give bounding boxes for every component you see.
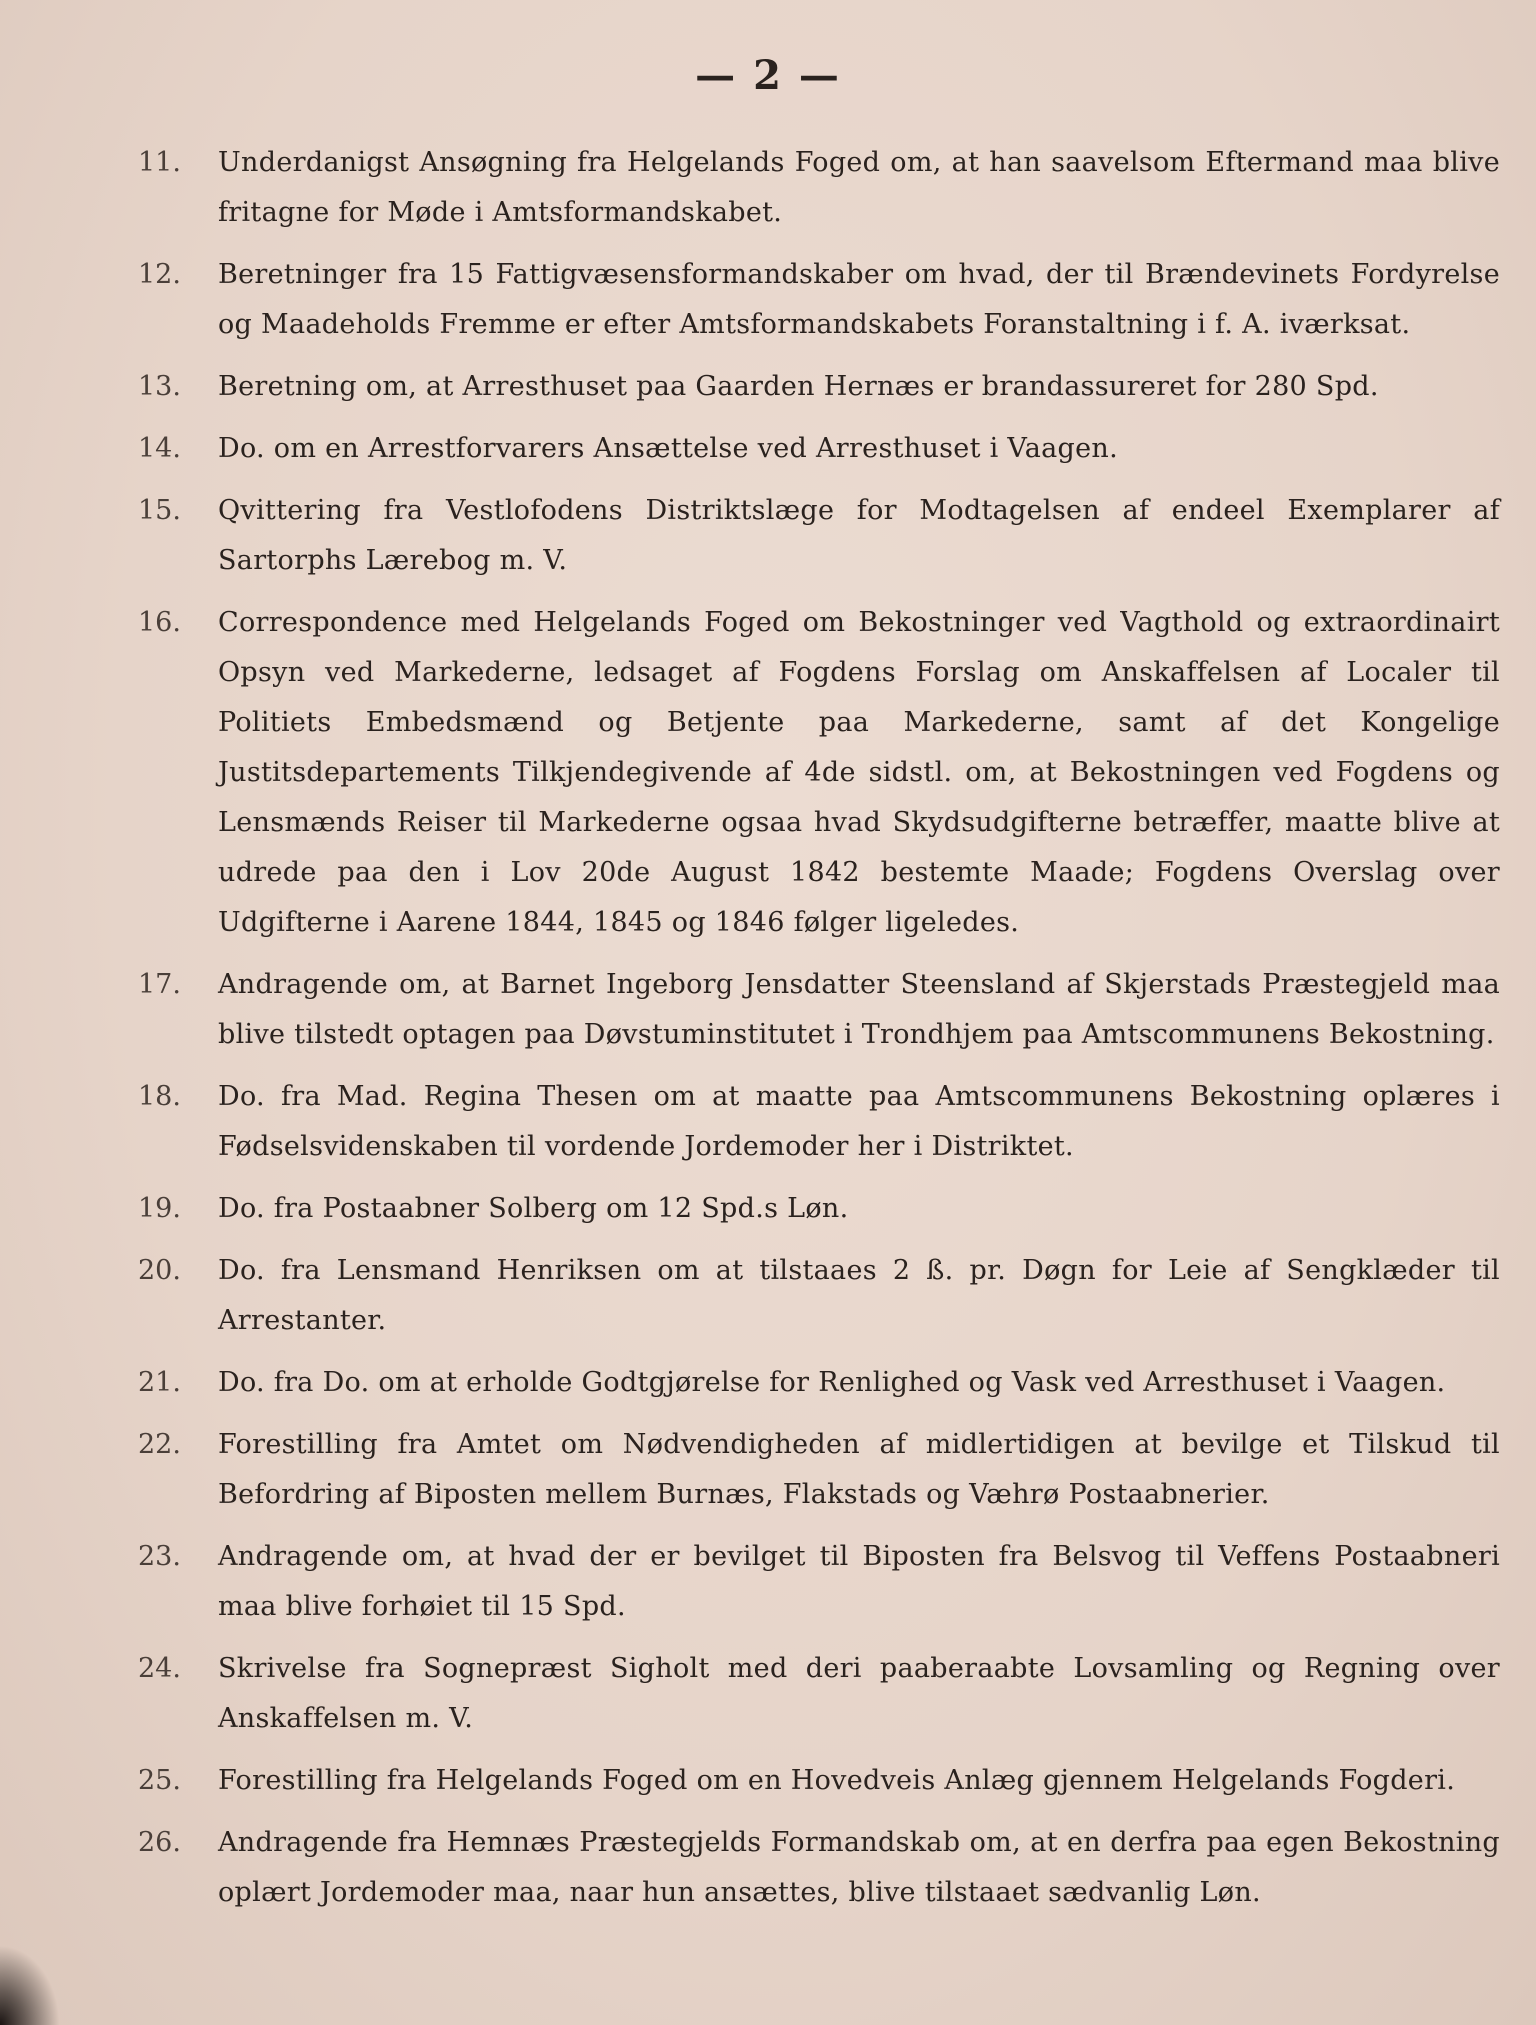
item-number: 24. (138, 1653, 181, 1684)
item-number: 14. (138, 433, 181, 464)
list-item (138, 1246, 1500, 1346)
item-text: Forestilling fra Amtet om Nødvendigheden af midlertidigen at bevilge et Tilskud til Befordring af Biposten mellem Burnæs, Flakstads og Væhrø Postaabnerier. (218, 1429, 1500, 1510)
item-text: Andragende fra Hemnæs Præstegjelds Formandskab om, at en derfra paa egen Bekostning oplært Jordemoder maa, naar hun ansættes, blive tilstaaet sædvanlig Løn. (218, 1827, 1500, 1908)
item-number: 23. (138, 1541, 181, 1572)
item-text: Andragende om, at Barnet Ingeborg Jensdatter Steensland af Skjerstads Præstegjeld maa blive tilstedt optagen paa Døvstuminstitutet i Trondhjem paa Amtscommunens Bekostning. (218, 969, 1500, 1050)
list-item (138, 1818, 1500, 1918)
list-item (138, 1756, 1500, 1806)
item-number: 17. (138, 969, 181, 1000)
list-item (138, 1358, 1500, 1408)
item-number: 18. (138, 1081, 181, 1112)
item-text: Do. fra Lensmand Henriksen om at tilstaaes 2 ß. pr. Døgn for Leie af Sengklæder til Arrestanter. (218, 1255, 1500, 1336)
list-item (138, 960, 1500, 1060)
item-number: 25. (138, 1765, 181, 1796)
item-text: Do. fra Mad. Regina Thesen om at maatte paa Amtscommunens Bekostning oplæres i Fødselsvidenskaben til vordende Jordemoder her i Distriktet. (218, 1081, 1500, 1162)
list-item (138, 1532, 1500, 1632)
list-item (138, 1072, 1500, 1172)
item-number: 21. (138, 1367, 181, 1398)
item-number: 13. (138, 371, 181, 402)
list-item (138, 1420, 1500, 1520)
item-number: 12. (138, 259, 181, 290)
list-item (138, 1184, 1500, 1234)
item-text: Qvittering fra Vestlofodens Distriktslæge for Modtagelsen af endeel Exemplarer af Sartorphs Lærebog m. V. (218, 495, 1500, 576)
item-text: Skrivelse fra Sognepræst Sigholt med deri paaberaabte Lovsamling og Regning over Anskaffelsen m. V. (218, 1653, 1500, 1734)
list-item (138, 362, 1500, 412)
item-list (138, 138, 1500, 1930)
item-text: Andragende om, at hvad der er bevilget til Biposten fra Belsvog til Veffens Postaabneri maa blive forhøiet til 15 Spd. (218, 1541, 1500, 1622)
list-item (138, 424, 1500, 474)
item-number: 20. (138, 1255, 181, 1286)
item-number: 26. (138, 1827, 181, 1858)
item-text: Forestilling fra Helgelands Foged om en Hovedveis Anlæg gjennem Helgelands Fogderi. (218, 1765, 1456, 1796)
item-text: Beretninger fra 15 Fattigvæsensformandskaber om hvad, der til Brændevinets Fordyrelse og Maadeholds Fremme er efter Amtsformandskabets Foranstaltning i f. A. iværksat. (218, 259, 1500, 340)
list-item (138, 138, 1500, 238)
item-number: 16. (138, 607, 181, 638)
list-item (138, 486, 1500, 586)
item-text: Underdanigst Ansøgning fra Helgelands Foged om, at han saavelsom Eftermand maa blive fritagne for Møde i Amtsformandskabet. (218, 147, 1500, 228)
item-text: Correspondence med Helgelands Foged om Bekostninger ved Vagthold og extraordinairt Opsyn ved Markederne, ledsaget af Fogdens Forslag om Anskaffelsen af Localer til Politiets Embedsmænd og Betjente paa Markederne, samt af det Kongelige Justitsdepartements Tilkjendegivende af 4de sidstl. om, at Bekostningen ved Fogdens og Lensmænds Reiser til Markederne ogsaa hvad Skydsudgifterne betræffer, maatte blive at udrede paa den i Lov 20de August 1842 bestemte Maade; Fogdens Overslag over Udgifterne i Aarene 1844, 1845 og 1846 følger ligeledes. (218, 607, 1500, 938)
list-item (138, 250, 1500, 350)
list-item (138, 1644, 1500, 1744)
item-text: Do. fra Do. om at erholde Godtgjørelse for Renlighed og Vask ved Arresthuset i Vaagen. (218, 1367, 1446, 1398)
list-item (138, 598, 1500, 948)
item-number: 19. (138, 1193, 181, 1224)
item-number: 11. (138, 147, 181, 178)
page-corner-shadow (0, 1945, 60, 2025)
item-number: 15. (138, 495, 181, 526)
item-text: Do. fra Postaabner Solberg om 12 Spd.s Løn. (218, 1193, 849, 1224)
item-text: Beretning om, at Arresthuset paa Gaarden Hernæs er brandassureret for 280 Spd. (218, 371, 1379, 402)
item-text: Do. om en Arrestforvarers Ansættelse ved Arresthuset i Vaagen. (218, 433, 1118, 464)
page-number: — 2 — (695, 52, 841, 99)
item-number: 22. (138, 1429, 181, 1460)
